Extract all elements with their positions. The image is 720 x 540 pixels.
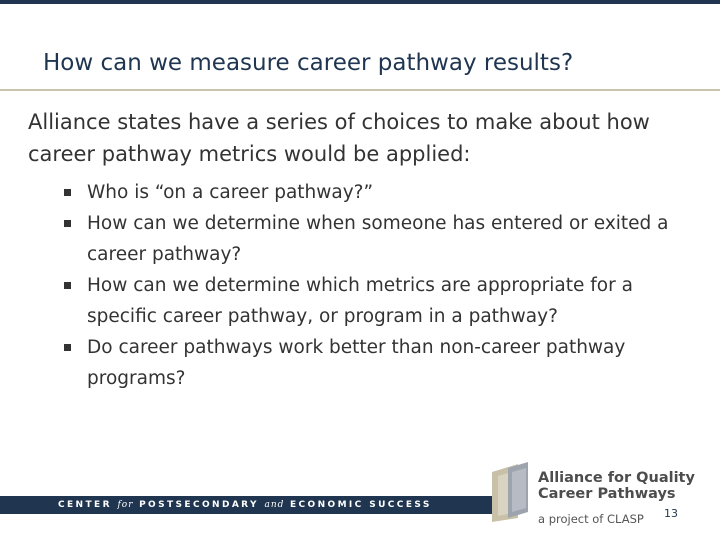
square-bullet-icon: [64, 220, 71, 227]
footer-word: for: [117, 500, 134, 510]
logo-title-line2: Career Pathways: [538, 486, 676, 502]
bullet-item: [62, 332, 672, 394]
footer-organization-name: [58, 497, 432, 513]
bullet-text: Do career pathways work better than non-career pathway programs?: [87, 337, 626, 389]
top-accent-bar: [0, 0, 720, 4]
page-number: 13: [664, 507, 678, 520]
logo-tagline: a project of CLASP: [538, 512, 644, 526]
intro-paragraph: Alliance states have a series of choices to make about how career pathway metrics would be applied:: [28, 110, 650, 166]
square-bullet-icon: [64, 282, 71, 289]
title-divider: [0, 89, 720, 91]
bullet-text: Who is “on a career pathway?”: [87, 182, 374, 203]
footer-word: ECONOMIC SUCCESS: [289, 500, 432, 510]
bullet-list: [62, 177, 672, 394]
square-bullet-icon: [64, 189, 71, 196]
logo-title-line1: Alliance for Quality: [538, 470, 695, 486]
bullet-item: [62, 208, 672, 270]
bullet-text: How can we determine which metrics are appropriate for a specific career pathway, or program in a pathway?: [87, 275, 633, 327]
bullet-item: [62, 177, 672, 208]
footer-word: and: [264, 500, 285, 510]
alliance-logo-icon: [484, 462, 530, 524]
square-bullet-icon: [64, 344, 71, 351]
slide-title: How can we measure career pathway results?: [43, 50, 574, 76]
bullet-text: How can we determine when someone has entered or exited a career pathway?: [87, 213, 669, 265]
footer-word: CENTER: [58, 500, 112, 510]
bullet-item: [62, 270, 672, 332]
footer-word: POSTSECONDARY: [139, 500, 259, 510]
